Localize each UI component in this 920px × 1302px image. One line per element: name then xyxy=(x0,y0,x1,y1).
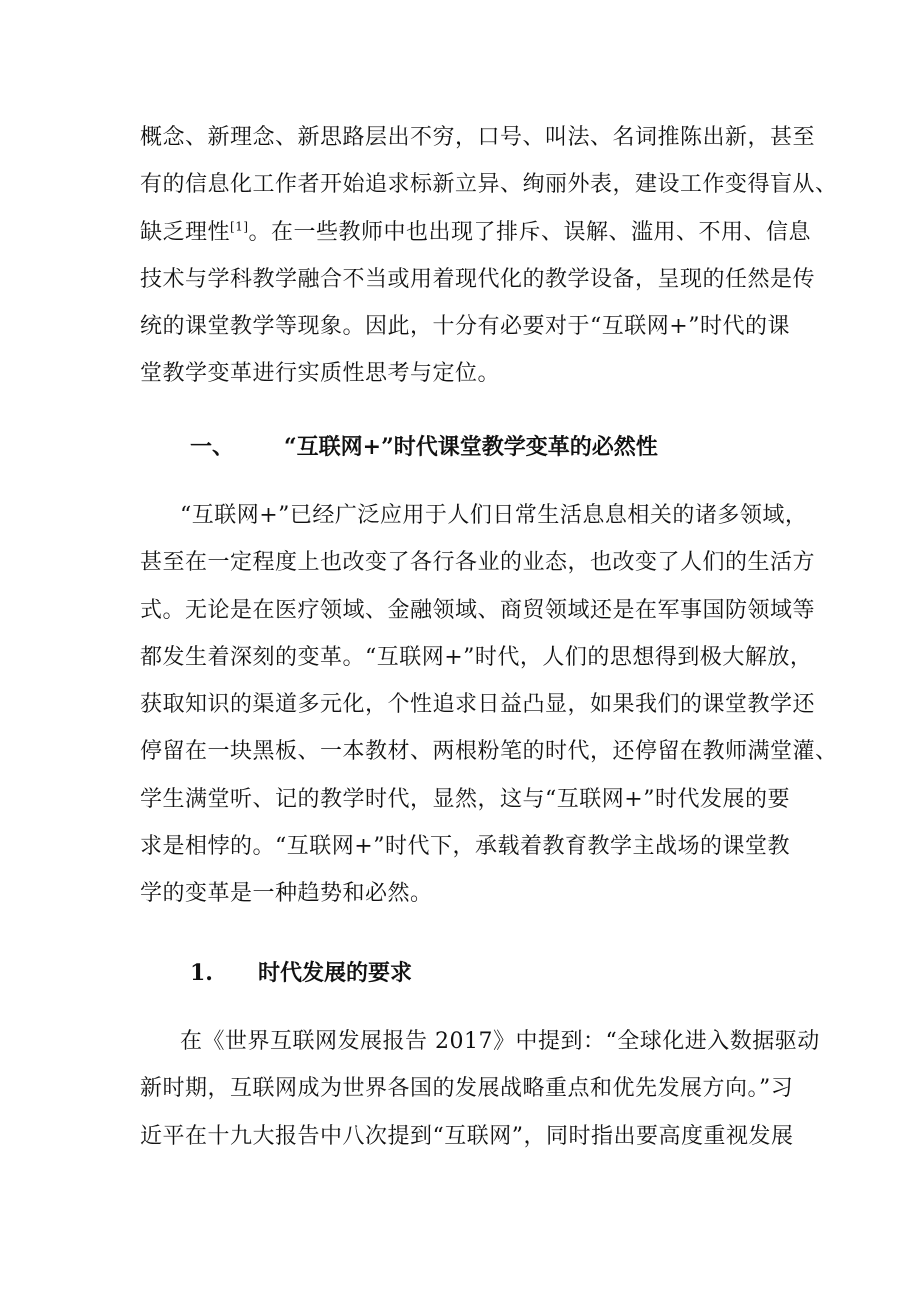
section-heading xyxy=(190,432,750,462)
necessity-line-4: 都发生着深刻的变革。“互联网+”时代，人们的思想得到极大解放， xyxy=(140,644,813,670)
subsection-heading xyxy=(190,958,590,988)
necessity-line-1: “互联网+”已经广泛应用于人们日常生活息息相关的诸多领域， xyxy=(180,503,808,528)
necessity-paragraph xyxy=(140,492,838,918)
report-paragraph xyxy=(140,1018,820,1160)
intro-line-4: 技术与学科教学融合不当或用着现代化的教学设备，呈现的任然是传 xyxy=(140,266,816,292)
report-line-1: 在《世界互联网发展报告 2017》中提到：“全球化进入数据驱动 xyxy=(180,1029,820,1054)
subsection-heading-title: 时代发展的要求 xyxy=(258,960,413,986)
intro-line-3-start: 缺乏理性 xyxy=(140,219,231,245)
necessity-line-7: 学生满堂听、记的教学时代，显然，这与“互联网+”时代发展的要 xyxy=(140,786,790,812)
necessity-line-2: 甚至在一定程度上也改变了各行各业的业态，也改变了人们的生活方 xyxy=(140,550,816,576)
intro-line-5: 统的课堂教学等现象。因此，十分有必要对于“互联网+”时代的课 xyxy=(140,314,790,340)
intro-line-6: 堂教学变革进行实质性思考与定位。 xyxy=(140,361,501,387)
necessity-line-9: 学的变革是一种趋势和必然。 xyxy=(140,881,433,907)
necessity-line-3: 式。无论是在医疗领域、金融领域、商贸领域还是在军事国防领域等 xyxy=(140,597,816,623)
necessity-line-8: 求是相悖的。“互联网+”时代下，承载着教育教学主战场的课堂教 xyxy=(140,834,790,860)
report-line-2: 新时期，互联网成为世界各国的发展战略重点和优先发展方向。”习 xyxy=(140,1076,794,1102)
intro-line-1: 概念、新理念、新思路层出不穷，口号、叫法、名词推陈出新，甚至 xyxy=(140,125,816,150)
citation-marker: [1] xyxy=(230,219,249,234)
intro-line-2: 有的信息化工作者开始追求标新立异、绚丽外表，建设工作变得盲从、 xyxy=(140,172,838,198)
report-line-3: 近平在十九大报告中八次提到“互联网”，同时指出要高度重视发展 xyxy=(140,1123,794,1149)
necessity-line-6: 停留在一块黑板、一本教材、两根粉笔的时代，还停留在教师满堂灌、 xyxy=(140,739,838,765)
necessity-line-5: 获取知识的渠道多元化，个性追求日益凸显，如果我们的课堂教学还 xyxy=(140,692,816,718)
intro-line-3 xyxy=(140,209,812,256)
subsection-heading-number: 1. xyxy=(190,960,213,986)
section-heading-title: “互联网+”时代课堂教学变革的必然性 xyxy=(284,434,658,460)
intro-paragraph xyxy=(140,114,838,398)
section-heading-number: 一、 xyxy=(190,434,235,460)
intro-line-3-end: 。在一些教师中也出现了排斥、误解、滥用、不用、信息 xyxy=(248,219,812,245)
